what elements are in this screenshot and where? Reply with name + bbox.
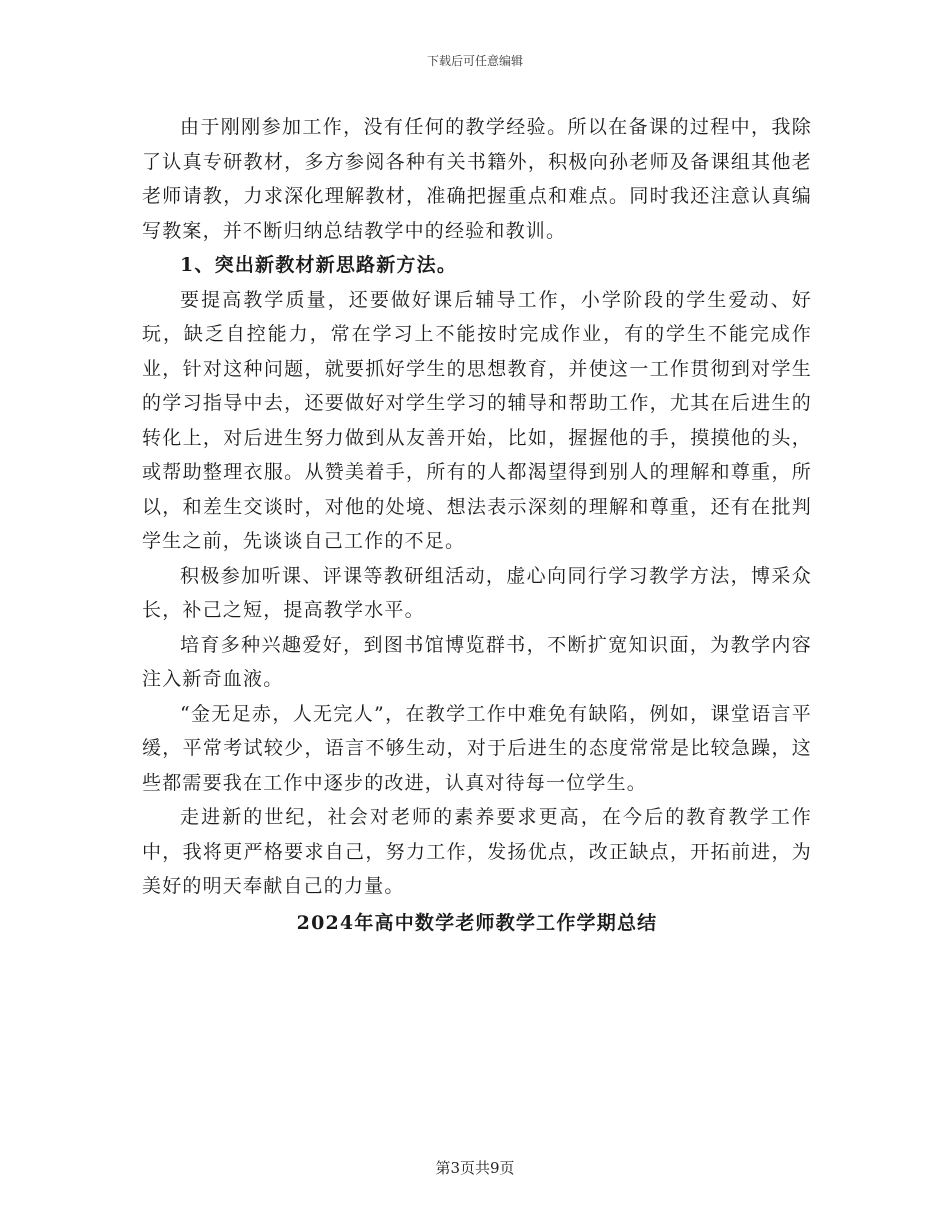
paragraph-preparation: 由于刚刚参加工作，没有任何的教学经验。所以在备课的过程中，我除了认真专研教材，多方参阅各种有关书籍外，积极向孙老师及备课组其他老老师请教，力求深化理解教材，准确把握重点和难点。同时我还注意认真编写教案，并不断归纳总结教学中的经验和教训。 bbox=[142, 116, 812, 242]
paragraph-shortcomings: “金无足赤，人无完人”，在教学工作中难免有缺陷，例如，课堂语言平缓，平常考试较少，语言不够生动，对于后进生的态度常常是比较急躁，这些都需要我在工作中逐步的改进，认真对待每一位学生。 bbox=[142, 702, 812, 794]
document-body bbox=[142, 110, 812, 940]
section-heading: 1、突出新教材新思路新方法。 bbox=[180, 254, 458, 276]
document-title: 2024年高中数学老师教学工作学期总结 bbox=[296, 911, 658, 934]
paragraph-outlook: 走进新的世纪，社会对老师的素养要求更高，在今后的教育教学工作中，我将更严格要求自己，努力工作，发扬优点，改正缺点，开拓前进，为美好的明天奉献自己的力量。 bbox=[142, 806, 812, 897]
paragraph-interests: 培育多种兴趣爱好，到图书馆博览群书，不断扩宽知识面，为教学内容注入新奇血液。 bbox=[142, 633, 812, 690]
paragraph-teaching-research: 积极参加听课、评课等教研组活动，虚心向同行学习教学方法，博采众长，补己之短，提高教学水平。 bbox=[142, 564, 812, 621]
page-header: 下载后可任意编辑 bbox=[426, 54, 523, 68]
paragraph-tutoring: 要提高教学质量，还要做好课后辅导工作，小学阶段的学生爱动、好玩，缺乏自控能力，常在学习上不能按时完成作业，有的学生不能完成作业，针对这种问题，就要抓好学生的思想教育，并使这一工作贯彻到对学生的学习指导中去，还要做好对学生学习的辅导和帮助工作，尤其在后进生的转化上，对后进生努力做到从友善开始，比如，握握他的手，摸摸他的头，或帮助整理衣服。从赞美着手，所有的人都渴望得到别人的理解和尊重，所以，和差生交谈时，对他的处境、想法表示深刻的理解和尊重，还有在批判学生之前，先谈谈自己工作的不足。 bbox=[142, 288, 812, 552]
page-number: 第3页共9页 bbox=[435, 1159, 515, 1177]
